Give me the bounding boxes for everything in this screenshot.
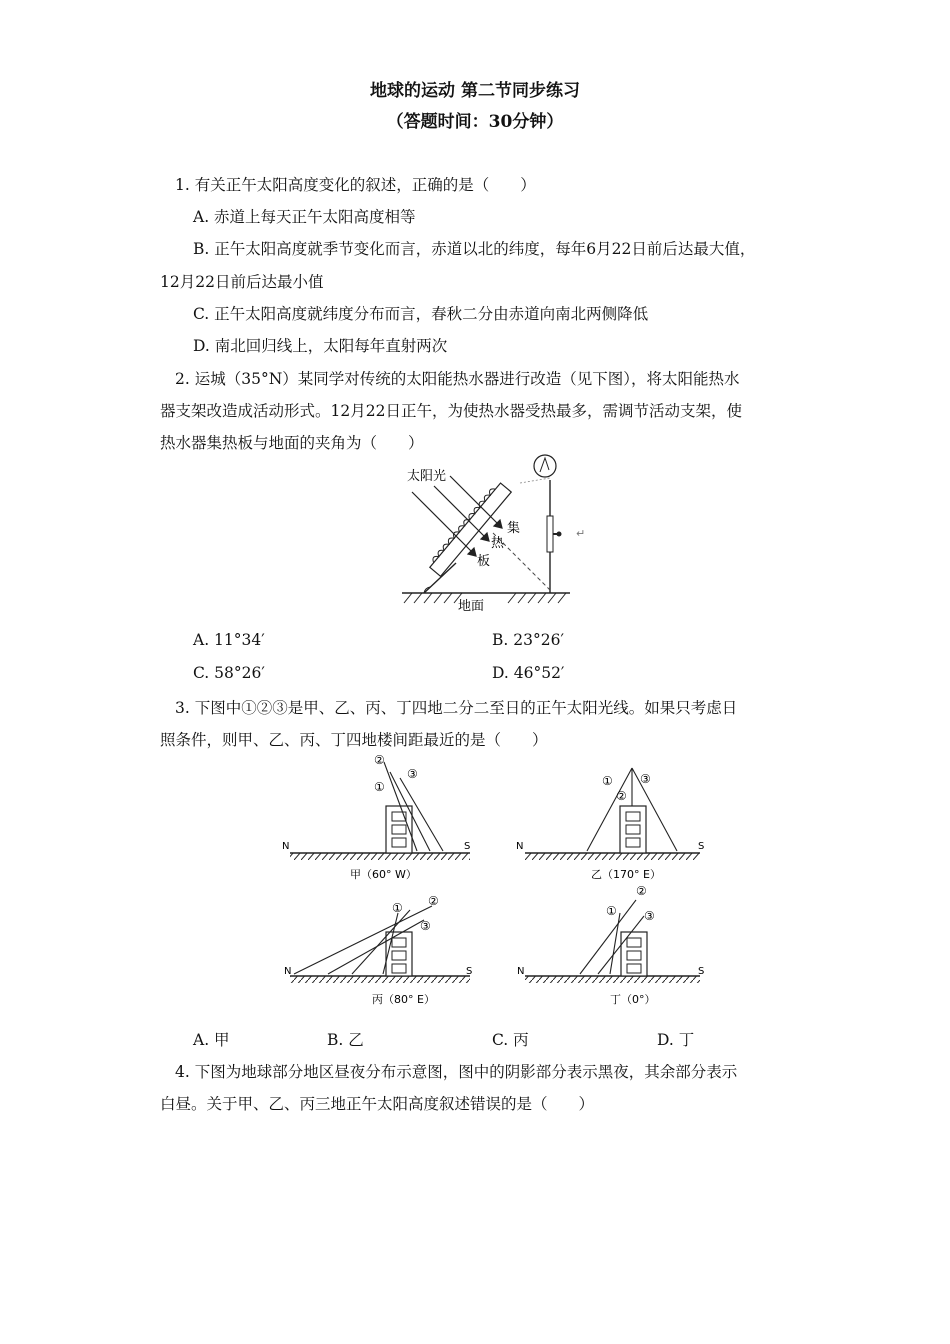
panel-yi (516, 768, 704, 881)
ray-label-3-jia: ③ (407, 767, 418, 781)
plate-char-3: 板 (477, 554, 491, 569)
q1-option-a: A. 赤道上每天正午太阳高度相等 (193, 208, 416, 226)
panel-label-yi: 乙（170° E） (591, 868, 661, 881)
north-label-yi: N (516, 841, 524, 852)
ray-label-1-bing: ① (392, 901, 403, 915)
north-label-jia: N (282, 841, 290, 852)
panel-bing (284, 894, 472, 1006)
panel-label-bing: 丙（80° E） (372, 993, 435, 1006)
ray-label-3-ding: ③ (644, 909, 655, 923)
north-label-bing: N (284, 966, 292, 977)
ray-label-2-bing: ② (428, 894, 439, 908)
ray-label-1-jia: ① (374, 780, 385, 794)
q4-stem-line2: 白昼。关于甲、乙、丙三地正午太阳高度叙述错误的是（ ） (160, 1095, 595, 1113)
ray-label-2-ding: ② (636, 884, 647, 898)
page-title: 地球的运动 第二节同步练习 (370, 81, 580, 101)
q3-stem-line2: 照条件，则甲、乙、丙、丁四地楼间距最近的是（ ） (160, 731, 548, 749)
panel-ding (517, 884, 704, 1006)
sunlight-label: 太阳光 (407, 469, 447, 484)
q2-option-d: D. 46°52′ (492, 664, 565, 682)
q4-stem-line1: 4. 下图为地球部分地区昼夜分布示意图，图中的阴影部分表示黑夜，其余部分表示 (175, 1063, 738, 1081)
ray-label-2-jia: ② (374, 753, 385, 767)
panel-jia (282, 753, 470, 881)
plate-char-1: 集 (507, 521, 521, 536)
q1-stem: 1. 有关正午太阳高度变化的叙述，正确的是（ ） (175, 176, 536, 194)
north-label-ding: N (517, 966, 525, 977)
q3-option-a: A. 甲 (193, 1031, 230, 1049)
ground-label: 地面 (458, 599, 485, 614)
q3-option-b: B. 乙 (327, 1031, 364, 1049)
solar-heater-figure (390, 450, 620, 620)
ray-label-1-yi: ① (602, 774, 613, 788)
q1-option-c: C. 正午太阳高度就纬度分布而言，春秋二分由赤道向南北两侧降低 (193, 305, 649, 323)
q1-option-b-line1: B. 正午太阳高度就季节变化而言，赤道以北的纬度，每年6月22日前后达最大值， (193, 240, 756, 258)
q2-option-a: A. 11°34′ (193, 631, 265, 649)
q3-stem-line1: 3. 下图中①②③是甲、乙、丙、丁四地二分二至日的正午太阳光线。如果只考虑日 (175, 699, 738, 717)
south-label-jia: S (464, 841, 471, 852)
ray-label-2-yi: ② (616, 789, 627, 803)
panel-label-jia: 甲（60° W） (350, 868, 417, 881)
plate-char-2: 热 (491, 536, 505, 551)
panel-label-ding: 丁（0°） (610, 993, 656, 1006)
ray-label-3-bing: ③ (420, 919, 431, 933)
south-label-ding: S (698, 966, 705, 977)
south-label-yi: S (698, 841, 705, 852)
return-mark: ↵ (576, 527, 586, 540)
ray-label-1-ding: ① (606, 904, 617, 918)
q2-stem-line1: 2. 运城（35°N）某同学对传统的太阳能热水器进行改造（见下图），将太阳能热水 (175, 370, 740, 388)
ray-label-3-yi: ③ (640, 772, 651, 786)
q1-option-b-line2: 12月22日前后达最小值 (160, 273, 324, 291)
q3-option-c: C. 丙 (492, 1031, 529, 1049)
page-subtitle: （答题时间：30分钟） (386, 112, 564, 132)
q2-option-b: B. 23°26′ (492, 631, 564, 649)
q3-option-d: D. 丁 (657, 1031, 695, 1049)
q2-stem-line3: 热水器集热板与地面的夹角为（ ） (160, 434, 424, 452)
south-label-bing: S (466, 966, 473, 977)
q2-stem-line2: 器支架改造成活动形式。12月22日正午，为使热水器受热最多，需调节活动支架，使 (160, 402, 742, 420)
q1-option-d: D. 南北回归线上，太阳每年直射两次 (193, 337, 448, 355)
noon-sun-figure (280, 748, 720, 1014)
q2-option-c: C. 58°26′ (193, 664, 265, 682)
